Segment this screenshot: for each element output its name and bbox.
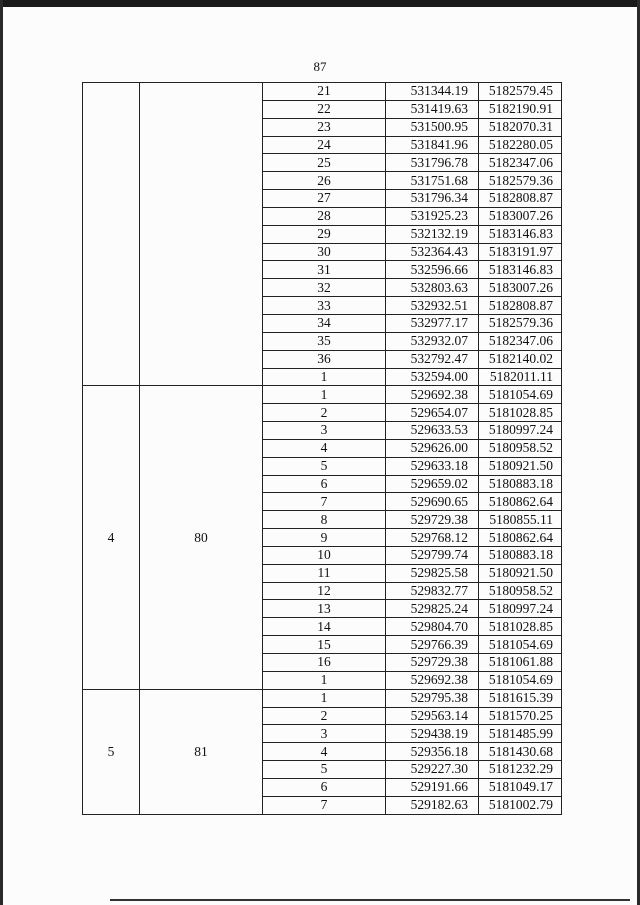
point-number-cell: 5 [263,457,386,475]
x-coordinate-cell: 532977.17 [386,314,479,332]
x-coordinate-cell: 529654.07 [386,404,479,422]
x-coordinate-cell: 532792.47 [386,350,479,368]
x-coordinate-cell: 532132.19 [386,225,479,243]
x-coordinate-cell: 529690.65 [386,493,479,511]
point-number-cell: 6 [263,778,386,796]
y-coordinate-cell: 5182579.36 [479,172,562,190]
x-coordinate-cell: 529825.24 [386,600,479,618]
x-coordinate-cell: 529768.12 [386,529,479,547]
y-coordinate-cell: 5180862.64 [479,529,562,547]
y-coordinate-cell: 5181002.79 [479,796,562,814]
point-number-cell: 30 [263,243,386,261]
x-coordinate-cell: 532596.66 [386,261,479,279]
area-id-cell: 80 [140,386,263,689]
x-coordinate-cell: 529729.38 [386,654,479,672]
x-coordinate-cell: 531500.95 [386,118,479,136]
point-number-cell: 16 [263,654,386,672]
x-coordinate-cell: 529659.02 [386,475,479,493]
y-coordinate-cell: 5181430.68 [479,743,562,761]
y-coordinate-cell: 5181061.88 [479,654,562,672]
y-coordinate-cell: 5183007.26 [479,207,562,225]
y-coordinate-cell: 5183146.83 [479,225,562,243]
y-coordinate-cell: 5180958.52 [479,439,562,457]
table-row [83,83,562,101]
x-coordinate-cell: 529692.38 [386,386,479,404]
x-coordinate-cell: 529804.70 [386,618,479,636]
point-number-cell: 9 [263,529,386,547]
y-coordinate-cell: 5181054.69 [479,671,562,689]
y-coordinate-cell: 5182579.45 [479,83,562,101]
y-coordinate-cell: 5183146.83 [479,261,562,279]
point-number-cell: 32 [263,279,386,297]
point-number-cell: 10 [263,546,386,564]
x-coordinate-cell: 529563.14 [386,707,479,725]
bottom-rule [110,899,630,901]
y-coordinate-cell: 5180921.50 [479,564,562,582]
point-number-cell: 23 [263,118,386,136]
y-coordinate-cell: 5181615.39 [479,689,562,707]
y-coordinate-cell: 5180997.24 [479,600,562,618]
point-number-cell: 5 [263,761,386,779]
x-coordinate-cell: 529191.66 [386,778,479,796]
page-number: 87 [313,59,327,74]
x-coordinate-cell: 529799.74 [386,546,479,564]
point-number-cell: 31 [263,261,386,279]
table-row [83,689,562,707]
x-coordinate-cell: 531796.34 [386,190,479,208]
point-number-cell: 14 [263,618,386,636]
point-number-cell: 2 [263,404,386,422]
x-coordinate-cell: 529633.18 [386,457,479,475]
point-number-cell: 7 [263,493,386,511]
y-coordinate-cell: 5181570.25 [479,707,562,725]
y-coordinate-cell: 5182190.91 [479,100,562,118]
point-number-cell: 35 [263,332,386,350]
x-coordinate-cell: 529729.38 [386,511,479,529]
y-coordinate-cell: 5182011.11 [479,368,562,386]
point-number-cell: 21 [263,83,386,101]
point-number-cell: 33 [263,297,386,315]
point-number-cell: 36 [263,350,386,368]
y-coordinate-cell: 5180883.18 [479,546,562,564]
point-number-cell: 25 [263,154,386,172]
x-coordinate-cell: 531925.23 [386,207,479,225]
y-coordinate-cell: 5182808.87 [479,297,562,315]
y-coordinate-cell: 5182808.87 [479,190,562,208]
group-id-cell [83,83,140,386]
x-coordinate-cell: 531419.63 [386,100,479,118]
y-coordinate-cell: 5181049.17 [479,778,562,796]
y-coordinate-cell: 5180997.24 [479,422,562,440]
point-number-cell: 12 [263,582,386,600]
x-coordinate-cell: 529795.38 [386,689,479,707]
x-coordinate-cell: 529356.18 [386,743,479,761]
x-coordinate-cell: 532594.00 [386,368,479,386]
y-coordinate-cell: 5182579.36 [479,314,562,332]
y-coordinate-cell: 5180883.18 [479,475,562,493]
y-coordinate-cell: 5182070.31 [479,118,562,136]
y-coordinate-cell: 5181485.99 [479,725,562,743]
y-coordinate-cell: 5180921.50 [479,457,562,475]
y-coordinate-cell: 5180855.11 [479,511,562,529]
x-coordinate-cell: 529182.63 [386,796,479,814]
y-coordinate-cell: 5183191.97 [479,243,562,261]
group-id-cell: 4 [83,386,140,689]
area-id-cell [140,83,263,386]
scan-top-edge [0,0,640,7]
y-coordinate-cell: 5181054.69 [479,386,562,404]
x-coordinate-cell: 529692.38 [386,671,479,689]
y-coordinate-cell: 5181054.69 [479,636,562,654]
point-number-cell: 22 [263,100,386,118]
point-number-cell: 8 [263,511,386,529]
x-coordinate-cell: 532364.43 [386,243,479,261]
point-number-cell: 13 [263,600,386,618]
x-coordinate-cell: 529438.19 [386,725,479,743]
y-coordinate-cell: 5182347.06 [479,154,562,172]
point-number-cell: 1 [263,671,386,689]
x-coordinate-cell: 532803.63 [386,279,479,297]
x-coordinate-cell: 532932.07 [386,332,479,350]
scan-left-edge [0,0,3,905]
point-number-cell: 1 [263,689,386,707]
y-coordinate-cell: 5182347.06 [479,332,562,350]
y-coordinate-cell: 5183007.26 [479,279,562,297]
coordinates-table-body [83,83,562,815]
x-coordinate-cell: 531344.19 [386,83,479,101]
x-coordinate-cell: 529626.00 [386,439,479,457]
point-number-cell: 2 [263,707,386,725]
x-coordinate-cell: 531796.78 [386,154,479,172]
point-number-cell: 28 [263,207,386,225]
y-coordinate-cell: 5181232.29 [479,761,562,779]
area-id-cell: 81 [140,689,263,814]
table-row [83,386,562,404]
point-number-cell: 1 [263,386,386,404]
x-coordinate-cell: 532932.51 [386,297,479,315]
point-number-cell: 4 [263,439,386,457]
point-number-cell: 4 [263,743,386,761]
group-id-cell: 5 [83,689,140,814]
point-number-cell: 24 [263,136,386,154]
y-coordinate-cell: 5181028.85 [479,404,562,422]
y-coordinate-cell: 5181028.85 [479,618,562,636]
x-coordinate-cell: 529832.77 [386,582,479,600]
x-coordinate-cell: 529633.53 [386,422,479,440]
point-number-cell: 3 [263,422,386,440]
x-coordinate-cell: 531751.68 [386,172,479,190]
point-number-cell: 11 [263,564,386,582]
point-number-cell: 27 [263,190,386,208]
y-coordinate-cell: 5180862.64 [479,493,562,511]
x-coordinate-cell: 529825.58 [386,564,479,582]
coordinates-table [82,82,562,815]
point-number-cell: 34 [263,314,386,332]
y-coordinate-cell: 5180958.52 [479,582,562,600]
point-number-cell: 7 [263,796,386,814]
point-number-cell: 29 [263,225,386,243]
point-number-cell: 15 [263,636,386,654]
point-number-cell: 26 [263,172,386,190]
y-coordinate-cell: 5182140.02 [479,350,562,368]
x-coordinate-cell: 531841.96 [386,136,479,154]
point-number-cell: 1 [263,368,386,386]
x-coordinate-cell: 529227.30 [386,761,479,779]
point-number-cell: 6 [263,475,386,493]
point-number-cell: 3 [263,725,386,743]
x-coordinate-cell: 529766.39 [386,636,479,654]
y-coordinate-cell: 5182280.05 [479,136,562,154]
